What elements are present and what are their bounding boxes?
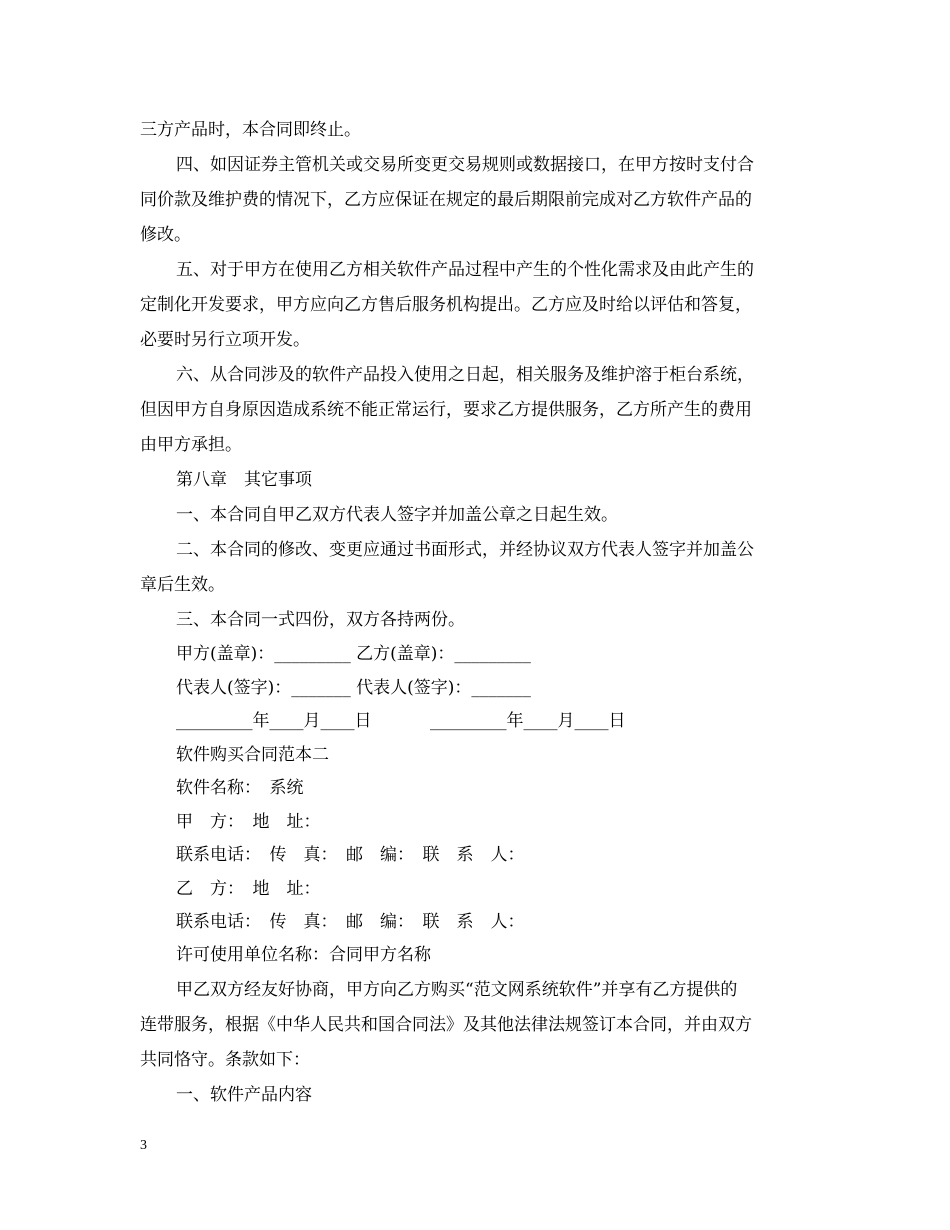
chapter-heading: 第八章 其它事项 xyxy=(176,470,312,490)
paragraph-line: 修改。 xyxy=(140,225,191,245)
paragraph-line: 一、本合同自甲乙双方代表人签字并加盖公章之日起生效。 xyxy=(176,505,618,525)
paragraph-line: 二、本合同的修改、变更应通过书面形式，并经协议双方代表人签字并加盖公 xyxy=(176,540,754,560)
signature-line: 代表人(签字)：_______ 代表人(签字)：_______ xyxy=(176,678,531,698)
licensee-line: 许可使用单位名称：合同甲方名称 xyxy=(176,945,431,965)
page-number: 3 xyxy=(140,1138,147,1153)
paragraph-line: 甲乙双方经友好协商，甲方向乙方购买“范文网系统软件”并享有乙方提供的 xyxy=(176,980,738,1000)
paragraph-line: 共同恪守。条款如下： xyxy=(140,1050,310,1070)
seal-line: 甲方(盖章)：_________ 乙方(盖章)：_________ xyxy=(176,644,531,664)
section-title: 软件购买合同范本二 xyxy=(176,745,329,765)
paragraph-line: 必要时另行立项开发。 xyxy=(140,330,310,350)
paragraph-line: 定制化开发要求，甲方应向乙方售后服务机构提出。乙方应及时给以评估和答复， xyxy=(140,295,752,315)
subsection-heading: 一、软件产品内容 xyxy=(176,1085,312,1105)
party-b-address-line: 乙 方： 地 址： xyxy=(176,879,321,899)
software-name-line: 软件名称： 系统 xyxy=(176,778,304,798)
party-a-contact-line: 联系电话： 传 真： 邮 编： 联 系 人： xyxy=(176,845,525,865)
paragraph-line: 四、如因证券主管机关或交易所变更交易规则或数据接口，在甲方按时支付合 xyxy=(176,155,754,175)
paragraph-line: 三方产品时，本合同即终止。 xyxy=(140,120,361,140)
paragraph-line: 由甲方承担。 xyxy=(140,435,242,455)
paragraph-line: 但因甲方自身原因造成系统不能正常运行，要求乙方提供服务，乙方所产生的费用 xyxy=(140,400,752,420)
paragraph-line: 五、对于甲方在使用乙方相关软件产品过程中产生的个性化需求及由此产生的 xyxy=(176,260,754,280)
date-line-right: _________年____月____日 xyxy=(430,711,626,731)
date-line-left: _________年____月____日 xyxy=(176,711,372,731)
paragraph-line: 章后生效。 xyxy=(140,575,225,595)
paragraph-line: 连带服务，根据《中华人民共和国合同法》及其他法律法规签订本合同，并由双方 xyxy=(140,1015,752,1035)
paragraph-line: 三、本合同一式四份，双方各持两份。 xyxy=(176,610,465,630)
party-b-contact-line: 联系电话： 传 真： 邮 编： 联 系 人： xyxy=(176,912,525,932)
paragraph-line: 六、从合同涉及的软件产品投入使用之日起，相关服务及维护溶于柜台系统， xyxy=(176,365,754,385)
paragraph-line: 同价款及维护费的情况下，乙方应保证在规定的最后期限前完成对乙方软件产品的 xyxy=(140,190,752,210)
party-a-address-line: 甲 方： 地 址： xyxy=(176,812,321,832)
